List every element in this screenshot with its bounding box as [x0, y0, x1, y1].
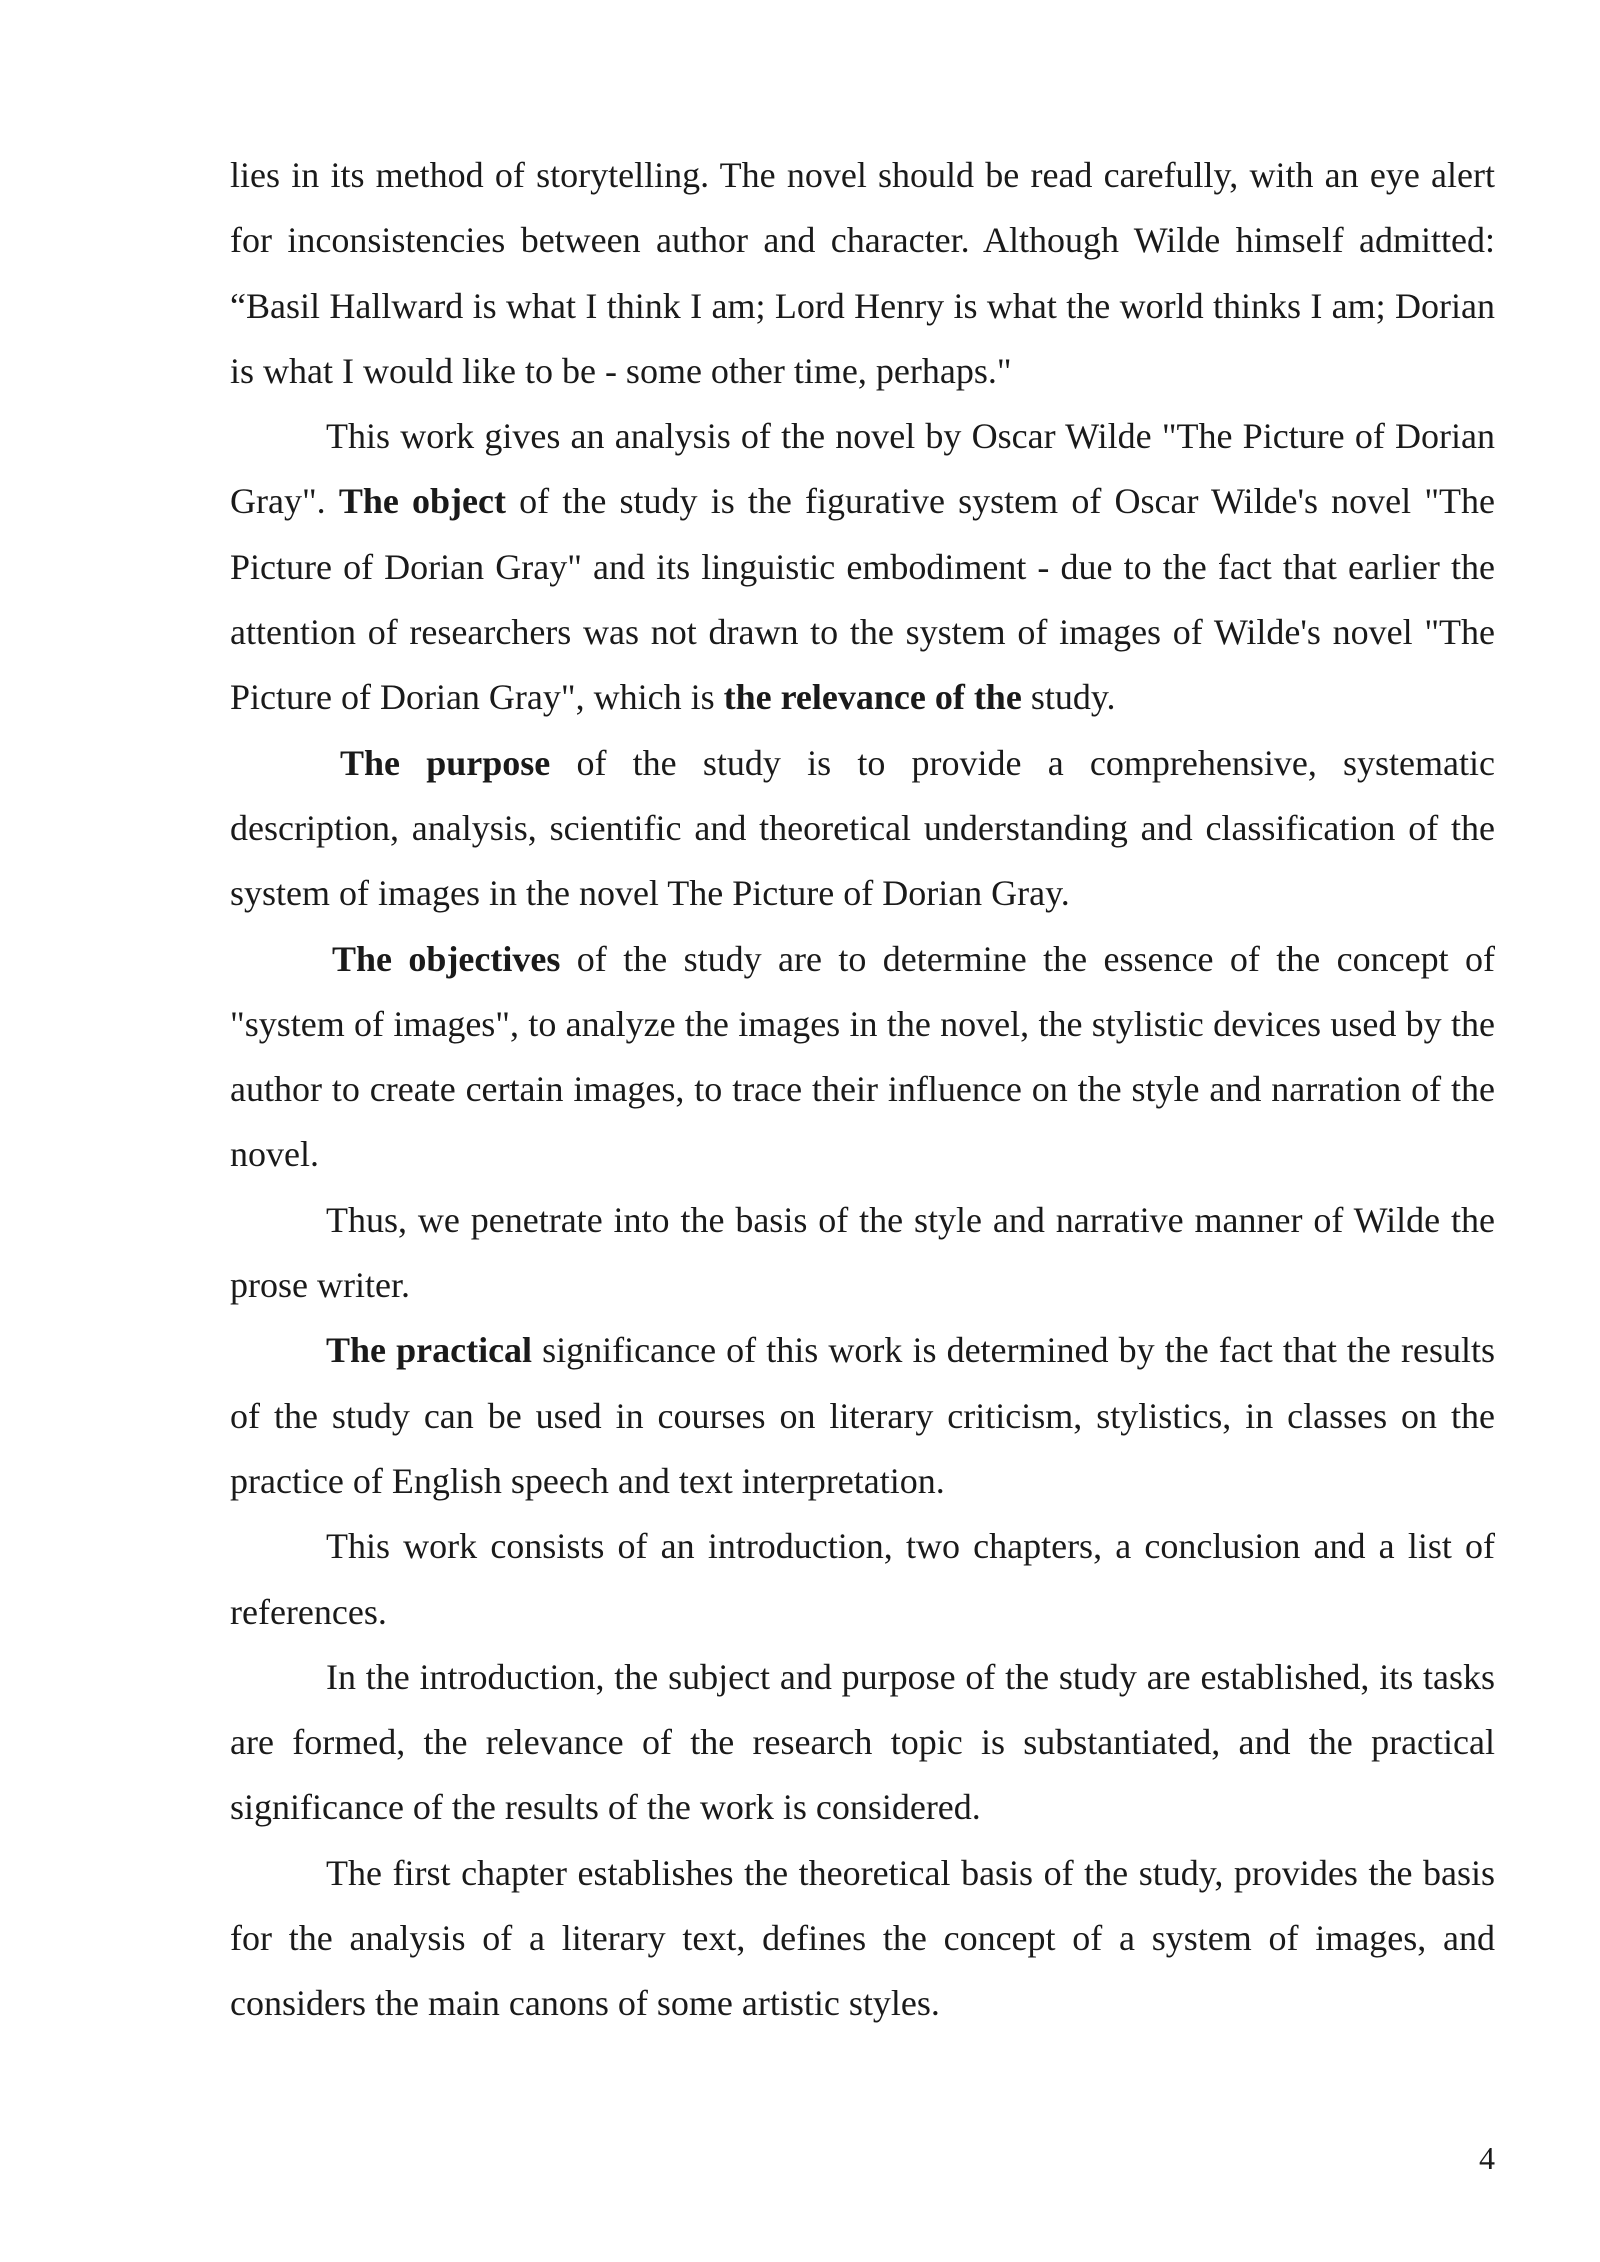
- paragraph-first-chapter: [230, 1841, 1495, 2037]
- paragraph-continuation: [230, 143, 1495, 404]
- paragraph-practical: [230, 1318, 1495, 1514]
- paragraph-text: Thus, we penetrate into the basis of the style and narrative manner of Wilde the prose writer.: [230, 1199, 1495, 1306]
- body-text: [230, 143, 1495, 2037]
- paragraph-introduction: [230, 1645, 1495, 1841]
- page-number: 4: [1479, 2140, 1495, 2176]
- paragraph-purpose: [230, 731, 1495, 927]
- paragraph-text: In the introduction, the subject and purpose of the study are established, its tasks are formed, the relevance of the research topic is substantiated, and the practical significance of the results of the work is considered.: [230, 1656, 1495, 1828]
- emphasis-purpose: The purpose: [340, 742, 551, 783]
- paragraph-text: This work gives an analysis of the novel by Oscar Wilde "The Picture of Dorian Gray".: [230, 416, 1495, 522]
- paragraph-text: The first chapter establishes the theoretical basis of the study, provides the basis for the analysis of a literary text, defines the concept of a system of images, and considers the main canons of some artistic styles.: [230, 1852, 1495, 2024]
- emphasis-object: The object: [338, 481, 506, 522]
- paragraph-objectives: [230, 927, 1495, 1188]
- emphasis-practical: The practical: [326, 1330, 533, 1371]
- paragraph-object: [230, 404, 1495, 730]
- paragraph-text: study.: [1021, 677, 1116, 718]
- paragraph-text: significance of this work is determined by the fact that the results of the study can be used in courses on literary criticism, stylistics, in classes on the practice of English speech and text interpretation.: [230, 1330, 1495, 1501]
- paragraph-text: of the study are to determine the essence of the concept of "system of images", to analyze the images in the novel, the stylistic devices used by the author to create certain images, to trace their influence on the style and narration of the novel.: [230, 938, 1495, 1175]
- emphasis-objectives: The objectives: [332, 938, 561, 979]
- paragraph-text: lies in its method of storytelling. The novel should be read carefully, with an eye alert for inconsistencies between author and character. Although Wilde himself admitted: “Basil Hallward is what I think I am; Lord Henry is what the world thinks I am; Dorian is what I would like to be - some other time, perhaps.": [230, 155, 1495, 391]
- paragraph-text: This work consists of an introduction, two chapters, a conclusion and a list of references.: [230, 1526, 1495, 1632]
- paragraph-text: of the study is the figurative system of Oscar Wilde's novel "The Picture of Dorian Gray" and its linguistic embodiment - due to the fact that earlier the attention of researchers was not drawn to the system of images of Wilde's novel "The Picture of Dorian Gray", which is: [230, 481, 1495, 718]
- paragraph-text: of the study is to provide a comprehensive, systematic description, analysis, scientific and theoretical understanding and classification of the system of images in the novel The Picture of Dorian Gray.: [230, 742, 1495, 914]
- paragraph-thus: [230, 1188, 1495, 1319]
- emphasis-relevance: the relevance of the: [723, 677, 1022, 718]
- paragraph-structure: [230, 1514, 1495, 1645]
